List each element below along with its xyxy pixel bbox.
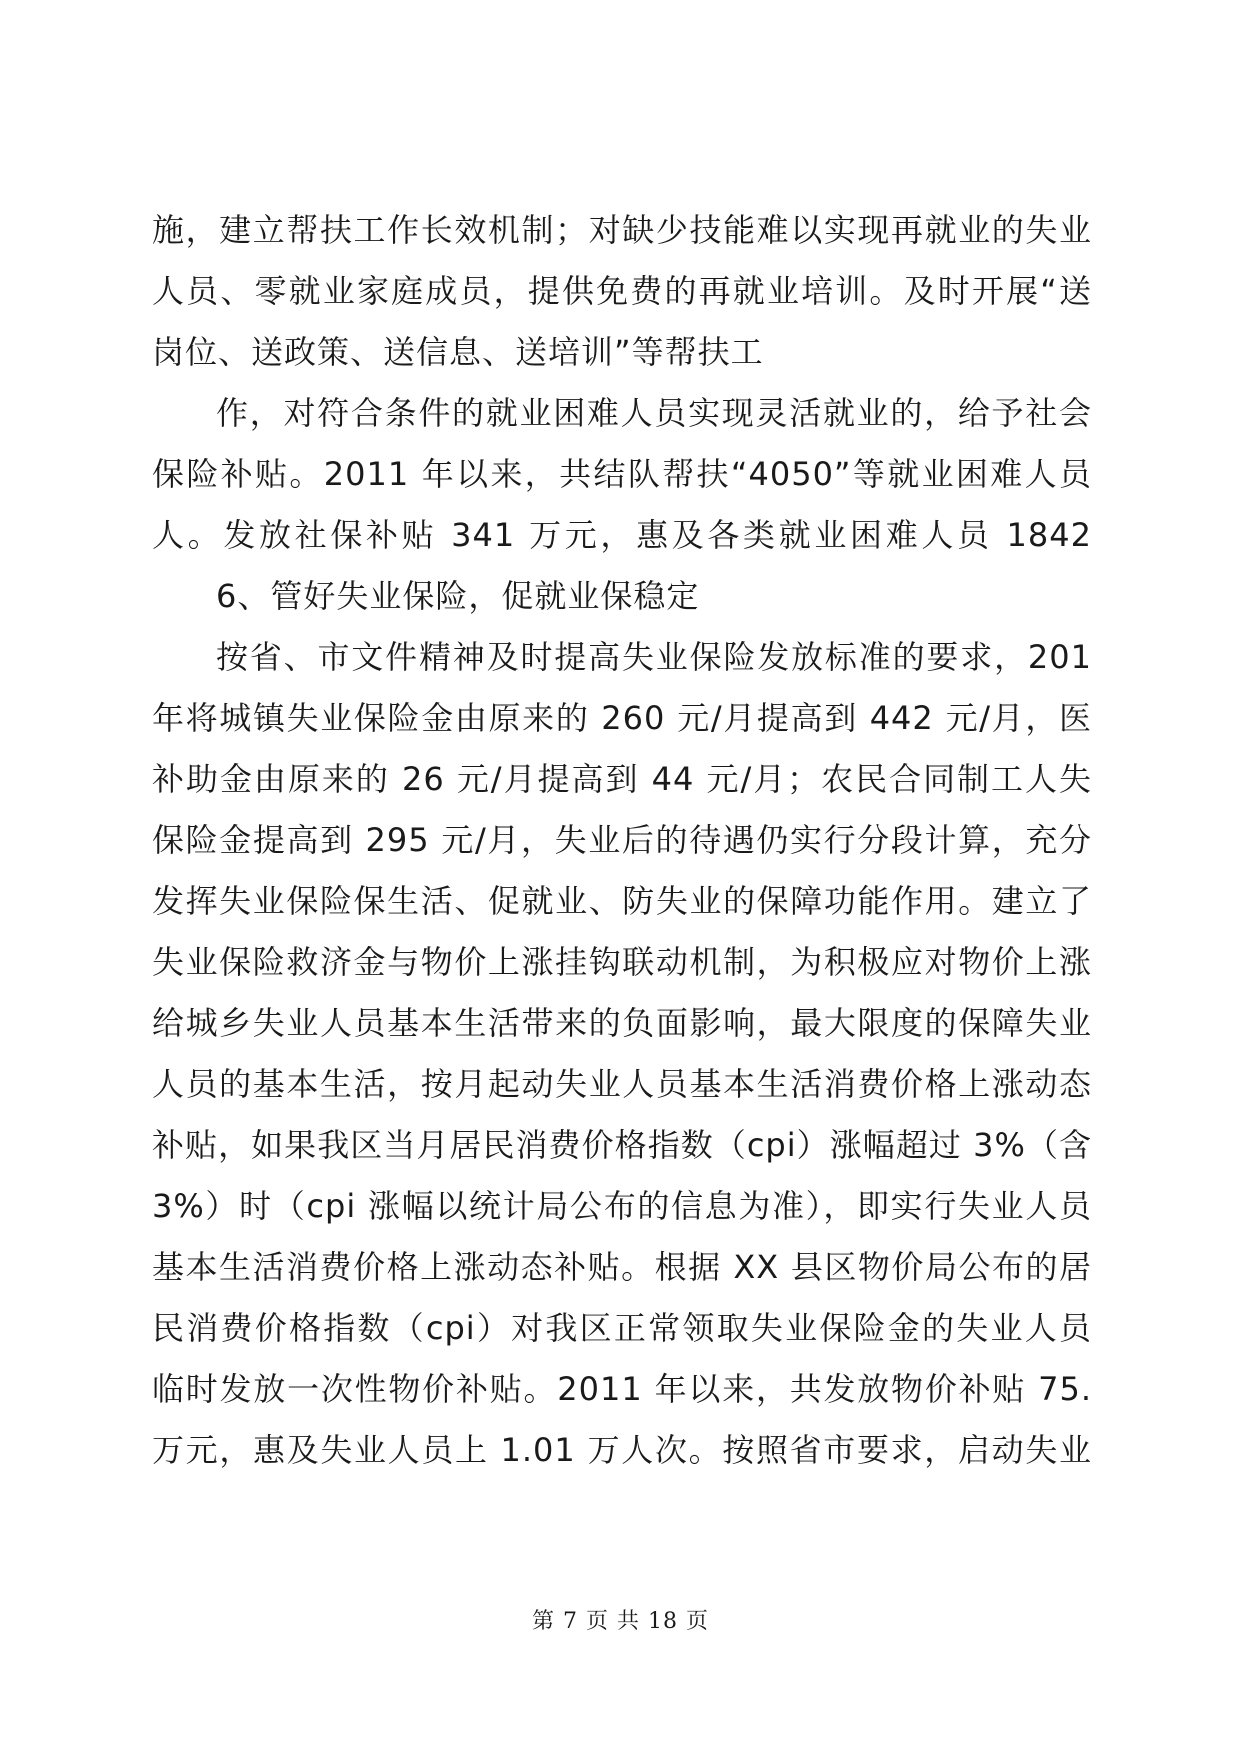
text-line: 3%）时（cpi 涨幅以统计局公布的信息为准），即实行失业人员 [152,1187,1092,1225]
text-line: 保险金提高到 295 元/月，失业后的待遇仍实行分段计算，充分 [152,821,1092,859]
text-line: 补助金由原来的 26 元/月提高到 44 元/月；农民合同制工人失 [152,760,1092,798]
text-line: 按省、市文件精神及时提高失业保险发放标准的要求，201 [216,638,1092,676]
text-line: 人员、零就业家庭成员，提供免费的再就业培训。及时开展“送 [152,272,1092,310]
text-line: 施，建立帮扶工作长效机制；对缺少技能难以实现再就业的失业 [152,211,1092,249]
text-line: 给城乡失业人员基本生活带来的负面影响，最大限度的保障失业 [152,1004,1092,1042]
text-line: 万元，惠及失业人员上 1.01 万人次。按照省市要求，启动失业 [152,1431,1092,1469]
text-line: 临时发放一次性物价补贴。2011 年以来，共发放物价补贴 75. [152,1370,1092,1408]
text-line: 人员的基本生活，按月起动失业人员基本生活消费价格上涨动态 [152,1065,1092,1103]
text-line: 人。发放社保补贴 341 万元，惠及各类就业困难人员 1842 [152,516,1092,554]
text-line: 失业保险救济金与物价上涨挂钩联动机制，为积极应对物价上涨 [152,943,1092,981]
text-line: 保险补贴。2011 年以来，共结队帮扶“4050”等就业困难人员 [152,455,1092,493]
text-line: 岗位、送政策、送信息、送培训”等帮扶工 [152,333,764,371]
text-line: 基本生活消费价格上涨动态补贴。根据 XX 县区物价局公布的居 [152,1248,1092,1286]
document-body [152,200,1092,1481]
text-line: 发挥失业保险保生活、促就业、防失业的保障功能作用。建立了 [152,882,1092,920]
page-number-footer: 第 7 页 共 18 页 [532,1609,709,1634]
section-heading: 6、管好失业保险，促就业保稳定 [216,577,700,615]
text-line: 作，对符合条件的就业困难人员实现灵活就业的，给予社会 [216,394,1092,432]
text-line: 民消费价格指数（cpi）对我区正常领取失业保险金的失业人员 [152,1309,1092,1347]
text-line: 年将城镇失业保险金由原来的 260 元/月提高到 442 元/月，医 [152,699,1092,737]
text-line: 补贴，如果我区当月居民消费价格指数（cpi）涨幅超过 3%（含 [152,1126,1092,1164]
